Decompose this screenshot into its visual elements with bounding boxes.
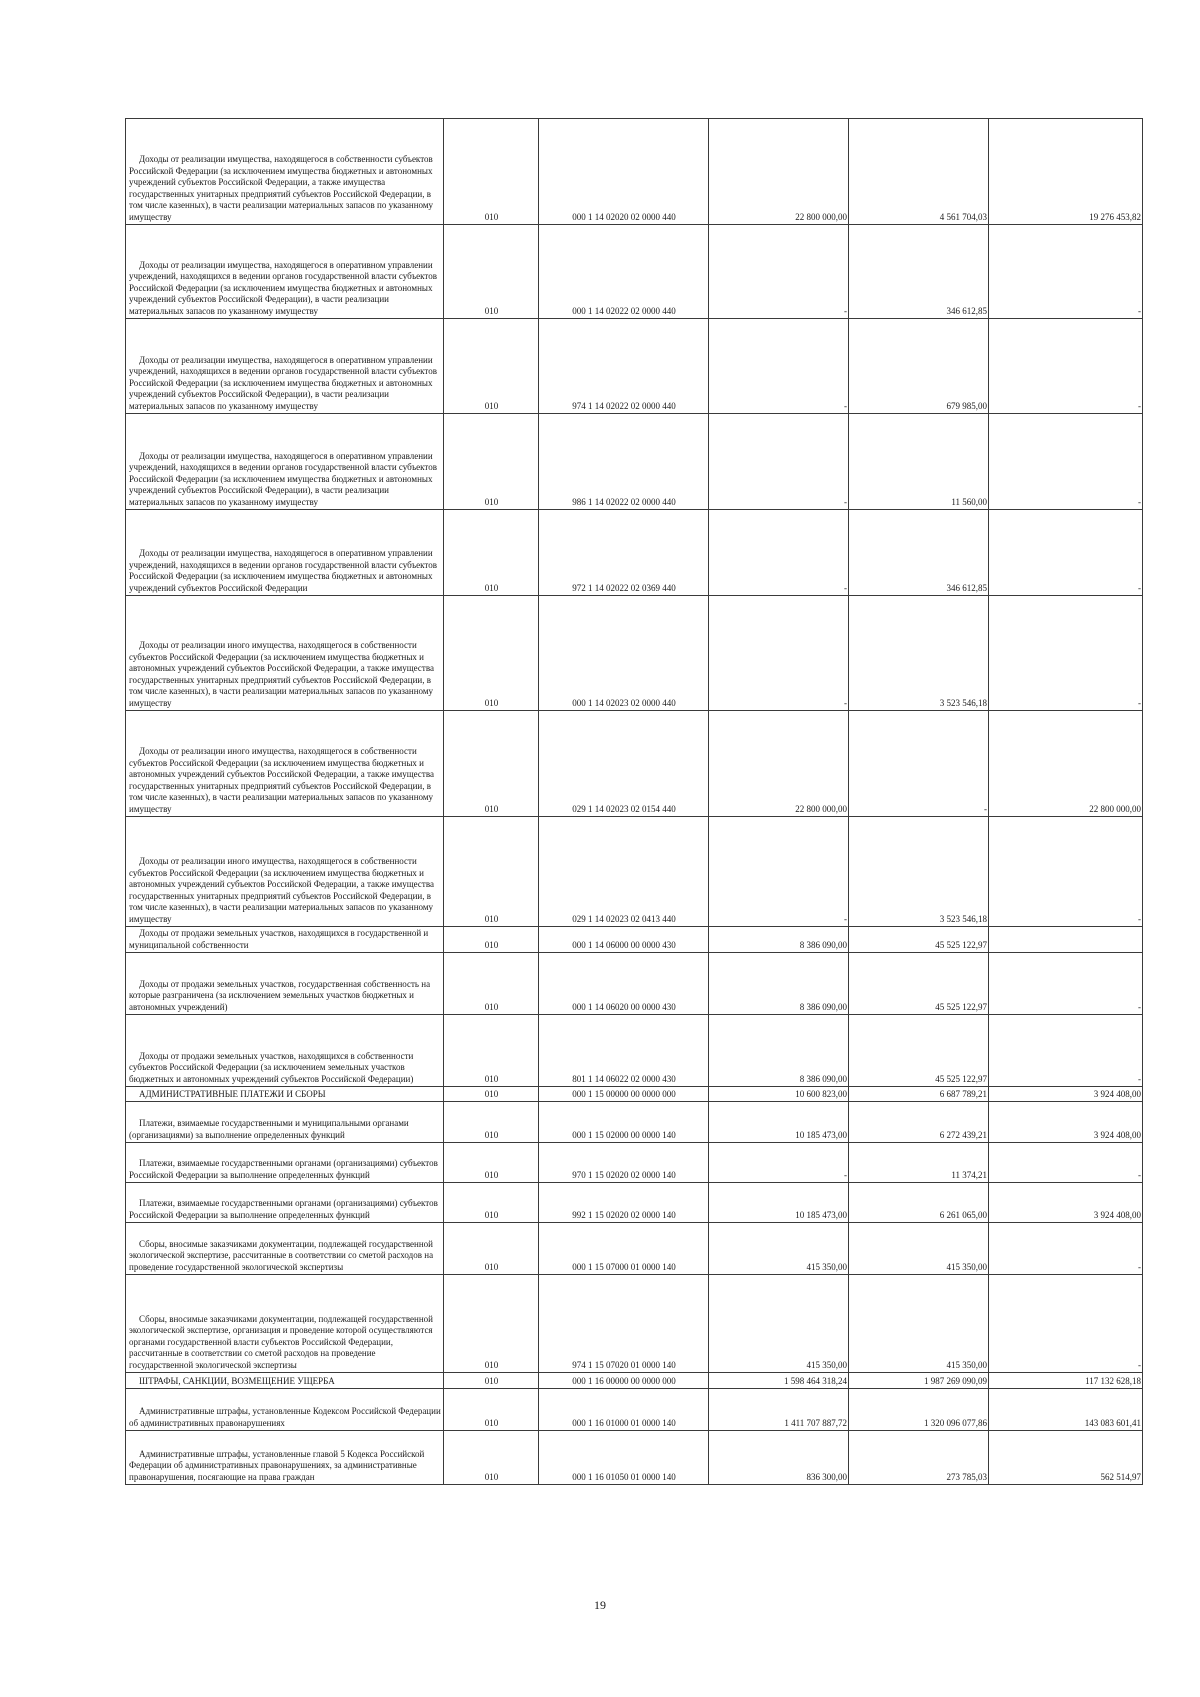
row-classification-code: 000 1 14 02023 02 0000 440: [539, 596, 709, 711]
row-approved-amount: 22 800 000,00: [709, 119, 849, 225]
page-number: 19: [594, 1598, 606, 1612]
row-unexecuted-amount: 143 083 601,41: [989, 1389, 1143, 1431]
row-classification-code: 986 1 14 02022 02 0000 440: [539, 414, 709, 510]
table-row: [126, 596, 1143, 711]
row-executed-amount: 1 987 269 090,09: [849, 1373, 989, 1389]
row-approved-amount: 8 386 090,00: [709, 927, 849, 953]
budget-income-table: [125, 118, 1143, 1485]
row-line-code: 010: [444, 1143, 539, 1183]
row-approved-amount: -: [709, 1143, 849, 1183]
row-line-code: 010: [444, 1389, 539, 1431]
row-name: Доходы от продажи земельных участков, государственная собственность на которые разграничена (за исключением земельных участков бюджетных и автономных учреждений): [126, 953, 444, 1015]
row-executed-amount: 6 687 789,21: [849, 1087, 989, 1102]
row-classification-code: 000 1 16 01050 01 0000 140: [539, 1431, 709, 1485]
row-classification-code: 000 1 15 00000 00 0000 000: [539, 1087, 709, 1102]
row-unexecuted-amount: -: [989, 1143, 1143, 1183]
row-executed-amount: 45 525 122,97: [849, 953, 989, 1015]
table-row: [126, 1223, 1143, 1275]
row-classification-code: 000 1 14 02020 02 0000 440: [539, 119, 709, 225]
row-name: Доходы от продажи земельных участков, находящихся в собственности субъектов Российской Федерации (за исключением земельных участков бюджетных и автономных учреждений субъектов Российской Федерации): [126, 1015, 444, 1087]
row-classification-code: 000 1 15 02000 00 0000 140: [539, 1102, 709, 1143]
row-line-code: 010: [444, 1223, 539, 1275]
table-row: [126, 1015, 1143, 1087]
row-name: ШТРАФЫ, САНКЦИИ, ВОЗМЕЩЕНИЕ УЩЕРБА: [126, 1373, 444, 1389]
row-executed-amount: -: [849, 711, 989, 817]
row-approved-amount: 836 300,00: [709, 1431, 849, 1485]
row-executed-amount: 45 525 122,97: [849, 927, 989, 953]
row-executed-amount: 3 523 546,18: [849, 596, 989, 711]
row-approved-amount: 22 800 000,00: [709, 711, 849, 817]
row-classification-code: 801 1 14 06022 02 0000 430: [539, 1015, 709, 1087]
row-classification-code: 974 1 14 02022 02 0000 440: [539, 319, 709, 414]
row-approved-amount: -: [709, 414, 849, 510]
table-row: [126, 225, 1143, 319]
row-name: Доходы от реализации имущества, находящегося в оперативном управлении учреждений, находящихся в ведении органов государственной власти субъектов Российской Федерации (за исключением имущества бюджетных и автономных учреждений субъектов Российской Федерации), в части реализации материальных запасов по указанному имуществу: [126, 414, 444, 510]
table-row: [126, 414, 1143, 510]
row-name: Доходы от продажи земельных участков, находящихся в государственной и муниципальной собственности: [126, 927, 444, 953]
row-classification-code: 974 1 15 07020 01 0000 140: [539, 1275, 709, 1373]
table-row: [126, 1373, 1143, 1389]
row-unexecuted-amount: 3 924 408,00: [989, 1102, 1143, 1143]
row-name: Доходы от реализации иного имущества, находящегося в собственности субъектов Российской Федерации (за исключением имущества бюджетных и автономных учреждений субъектов Российской Федерации, а также имущества государственных унитарных предприятий субъектов Российской Федерации, в том числе казенных), в части реализации материальных запасов по указанному имуществу: [126, 711, 444, 817]
table-row: [126, 1431, 1143, 1485]
row-approved-amount: -: [709, 225, 849, 319]
row-unexecuted-amount: 22 800 000,00: [989, 711, 1143, 817]
row-name: Доходы от реализации иного имущества, находящегося в собственности субъектов Российской Федерации (за исключением имущества бюджетных и автономных учреждений субъектов Российской Федерации, а также имущества государственных унитарных предприятий субъектов Российской Федерации, в том числе казенных), в части реализации материальных запасов по указанному имуществу: [126, 596, 444, 711]
row-line-code: 010: [444, 510, 539, 596]
row-approved-amount: 1 411 707 887,72: [709, 1389, 849, 1431]
row-name: Платежи, взимаемые государственными органами (организациями) субъектов Российской Федерации за выполнение определенных функций: [126, 1183, 444, 1223]
row-executed-amount: 415 350,00: [849, 1275, 989, 1373]
row-approved-amount: -: [709, 510, 849, 596]
row-approved-amount: 8 386 090,00: [709, 1015, 849, 1087]
table-body: [126, 119, 1143, 1485]
table-row: [126, 510, 1143, 596]
row-unexecuted-amount: -: [989, 1275, 1143, 1373]
row-approved-amount: 8 386 090,00: [709, 953, 849, 1015]
row-executed-amount: 11 374,21: [849, 1143, 989, 1183]
row-name: Платежи, взимаемые государственными и муниципальными органами (организациями) за выполнение определенных функций: [126, 1102, 444, 1143]
table-row: [126, 953, 1143, 1015]
row-line-code: 010: [444, 817, 539, 927]
row-line-code: 010: [444, 319, 539, 414]
table-row: [126, 927, 1143, 953]
row-line-code: 010: [444, 927, 539, 953]
row-classification-code: 000 1 16 00000 00 0000 000: [539, 1373, 709, 1389]
row-approved-amount: -: [709, 817, 849, 927]
row-classification-code: 992 1 15 02020 02 0000 140: [539, 1183, 709, 1223]
table-row: [126, 319, 1143, 414]
row-line-code: 010: [444, 596, 539, 711]
row-line-code: 010: [444, 1431, 539, 1485]
row-line-code: 010: [444, 225, 539, 319]
table-row: [126, 1183, 1143, 1223]
row-executed-amount: 346 612,85: [849, 225, 989, 319]
row-approved-amount: 10 600 823,00: [709, 1087, 849, 1102]
table-row: [126, 1143, 1143, 1183]
row-classification-code: 029 1 14 02023 02 0413 440: [539, 817, 709, 927]
table-row: [126, 119, 1143, 225]
row-name: Сборы, вносимые заказчиками документации, подлежащей государственной экологической экспертизе, организация и проведение которой осуществляются органами государственной власти субъектов Российской Федерации, рассчитанные в соответствии со сметой расходов на проведение государственной экологической экспертизы: [126, 1275, 444, 1373]
row-name: Административные штрафы, установленные главой 5 Кодекса Российской Федерации об административных правонарушениях, за административные правонарушения, посягающие на права граждан: [126, 1431, 444, 1485]
row-executed-amount: 679 985,00: [849, 319, 989, 414]
row-classification-code: 000 1 14 02022 02 0000 440: [539, 225, 709, 319]
row-unexecuted-amount: 3 924 408,00: [989, 1087, 1143, 1102]
row-executed-amount: 1 320 096 077,86: [849, 1389, 989, 1431]
row-unexecuted-amount: -: [989, 225, 1143, 319]
table-row: [126, 817, 1143, 927]
row-approved-amount: 10 185 473,00: [709, 1102, 849, 1143]
row-name: Доходы от реализации имущества, находящегося в оперативном управлении учреждений, находящихся в ведении органов государственной власти субъектов Российской Федерации (за исключением имущества бюджетных и автономных учреждений субъектов Российской Федерации), в части реализации материальных запасов по указанному имуществу: [126, 225, 444, 319]
row-line-code: 010: [444, 414, 539, 510]
table-row: [126, 711, 1143, 817]
row-line-code: 010: [444, 1183, 539, 1223]
table-row: [126, 1389, 1143, 1431]
row-name: Доходы от реализации имущества, находящегося в собственности субъектов Российской Федерации (за исключением имущества бюджетных и автономных учреждений субъектов Российской Федерации, а также имущества государственных унитарных предприятий субъектов Российской Федерации, в том числе казенных), в части реализации материальных запасов по указанному имуществу: [126, 119, 444, 225]
row-executed-amount: 4 561 704,03: [849, 119, 989, 225]
row-classification-code: 972 1 14 02022 02 0369 440: [539, 510, 709, 596]
row-line-code: 010: [444, 1275, 539, 1373]
row-approved-amount: 10 185 473,00: [709, 1183, 849, 1223]
row-line-code: 010: [444, 1102, 539, 1143]
row-unexecuted-amount: -: [989, 1223, 1143, 1275]
table-row: [126, 1275, 1143, 1373]
row-unexecuted-amount: -: [989, 817, 1143, 927]
row-line-code: 010: [444, 1373, 539, 1389]
row-unexecuted-amount: 19 276 453,82: [989, 119, 1143, 225]
row-approved-amount: 415 350,00: [709, 1223, 849, 1275]
row-executed-amount: 6 272 439,21: [849, 1102, 989, 1143]
row-name: АДМИНИСТРАТИВНЫЕ ПЛАТЕЖИ И СБОРЫ: [126, 1087, 444, 1102]
row-line-code: 010: [444, 119, 539, 225]
row-line-code: 010: [444, 953, 539, 1015]
row-unexecuted-amount: -: [989, 510, 1143, 596]
row-classification-code: 000 1 14 06020 00 0000 430: [539, 953, 709, 1015]
row-executed-amount: 6 261 065,00: [849, 1183, 989, 1223]
row-executed-amount: 3 523 546,18: [849, 817, 989, 927]
row-name: Платежи, взимаемые государственными органами (организациями) субъектов Российской Федерации за выполнение определенных функций: [126, 1143, 444, 1183]
row-classification-code: 970 1 15 02020 02 0000 140: [539, 1143, 709, 1183]
row-unexecuted-amount: -: [989, 953, 1143, 1015]
row-unexecuted-amount: 562 514,97: [989, 1431, 1143, 1485]
row-line-code: 010: [444, 711, 539, 817]
row-line-code: 010: [444, 1087, 539, 1102]
table-row: [126, 1087, 1143, 1102]
row-name: Сборы, вносимые заказчиками документации, подлежащей государственной экологической экспертизе, рассчитанные в соответствии со сметой расходов на проведение государственной экологической экспертизы: [126, 1223, 444, 1275]
row-classification-code: 029 1 14 02023 02 0154 440: [539, 711, 709, 817]
row-name: Административные штрафы, установленные Кодексом Российской Федерации об административных правонарушениях: [126, 1389, 444, 1431]
row-unexecuted-amount: -: [989, 596, 1143, 711]
row-line-code: 010: [444, 1015, 539, 1087]
row-approved-amount: -: [709, 319, 849, 414]
row-unexecuted-amount: -: [989, 414, 1143, 510]
row-name: Доходы от реализации иного имущества, находящегося в собственности субъектов Российской Федерации (за исключением имущества бюджетных и автономных учреждений субъектов Российской Федерации, а также имущества государственных унитарных предприятий субъектов Российской Федерации, в том числе казенных), в части реализации материальных запасов по указанному имуществу: [126, 817, 444, 927]
row-name: Доходы от реализации имущества, находящегося в оперативном управлении учреждений, находящихся в ведении органов государственной власти субъектов Российской Федерации (за исключением имущества бюджетных и автономных учреждений субъектов Российской Федерации: [126, 510, 444, 596]
row-unexecuted-amount: -: [989, 319, 1143, 414]
row-executed-amount: 415 350,00: [849, 1223, 989, 1275]
row-executed-amount: 273 785,03: [849, 1431, 989, 1485]
row-classification-code: 000 1 16 01000 01 0000 140: [539, 1389, 709, 1431]
row-unexecuted-amount: 117 132 628,18: [989, 1373, 1143, 1389]
row-executed-amount: 346 612,85: [849, 510, 989, 596]
row-unexecuted-amount: -: [989, 1015, 1143, 1087]
row-unexecuted-amount: [989, 927, 1143, 953]
row-classification-code: 000 1 14 06000 00 0000 430: [539, 927, 709, 953]
row-executed-amount: 11 560,00: [849, 414, 989, 510]
row-unexecuted-amount: 3 924 408,00: [989, 1183, 1143, 1223]
row-classification-code: 000 1 15 07000 01 0000 140: [539, 1223, 709, 1275]
row-approved-amount: 415 350,00: [709, 1275, 849, 1373]
row-name: Доходы от реализации имущества, находящегося в оперативном управлении учреждений, находящихся в ведении органов государственной власти субъектов Российской Федерации (за исключением имущества бюджетных и автономных учреждений субъектов Российской Федерации), в части реализации материальных запасов по указанному имуществу: [126, 319, 444, 414]
row-approved-amount: -: [709, 596, 849, 711]
row-executed-amount: 45 525 122,97: [849, 1015, 989, 1087]
row-approved-amount: 1 598 464 318,24: [709, 1373, 849, 1389]
table-row: [126, 1102, 1143, 1143]
